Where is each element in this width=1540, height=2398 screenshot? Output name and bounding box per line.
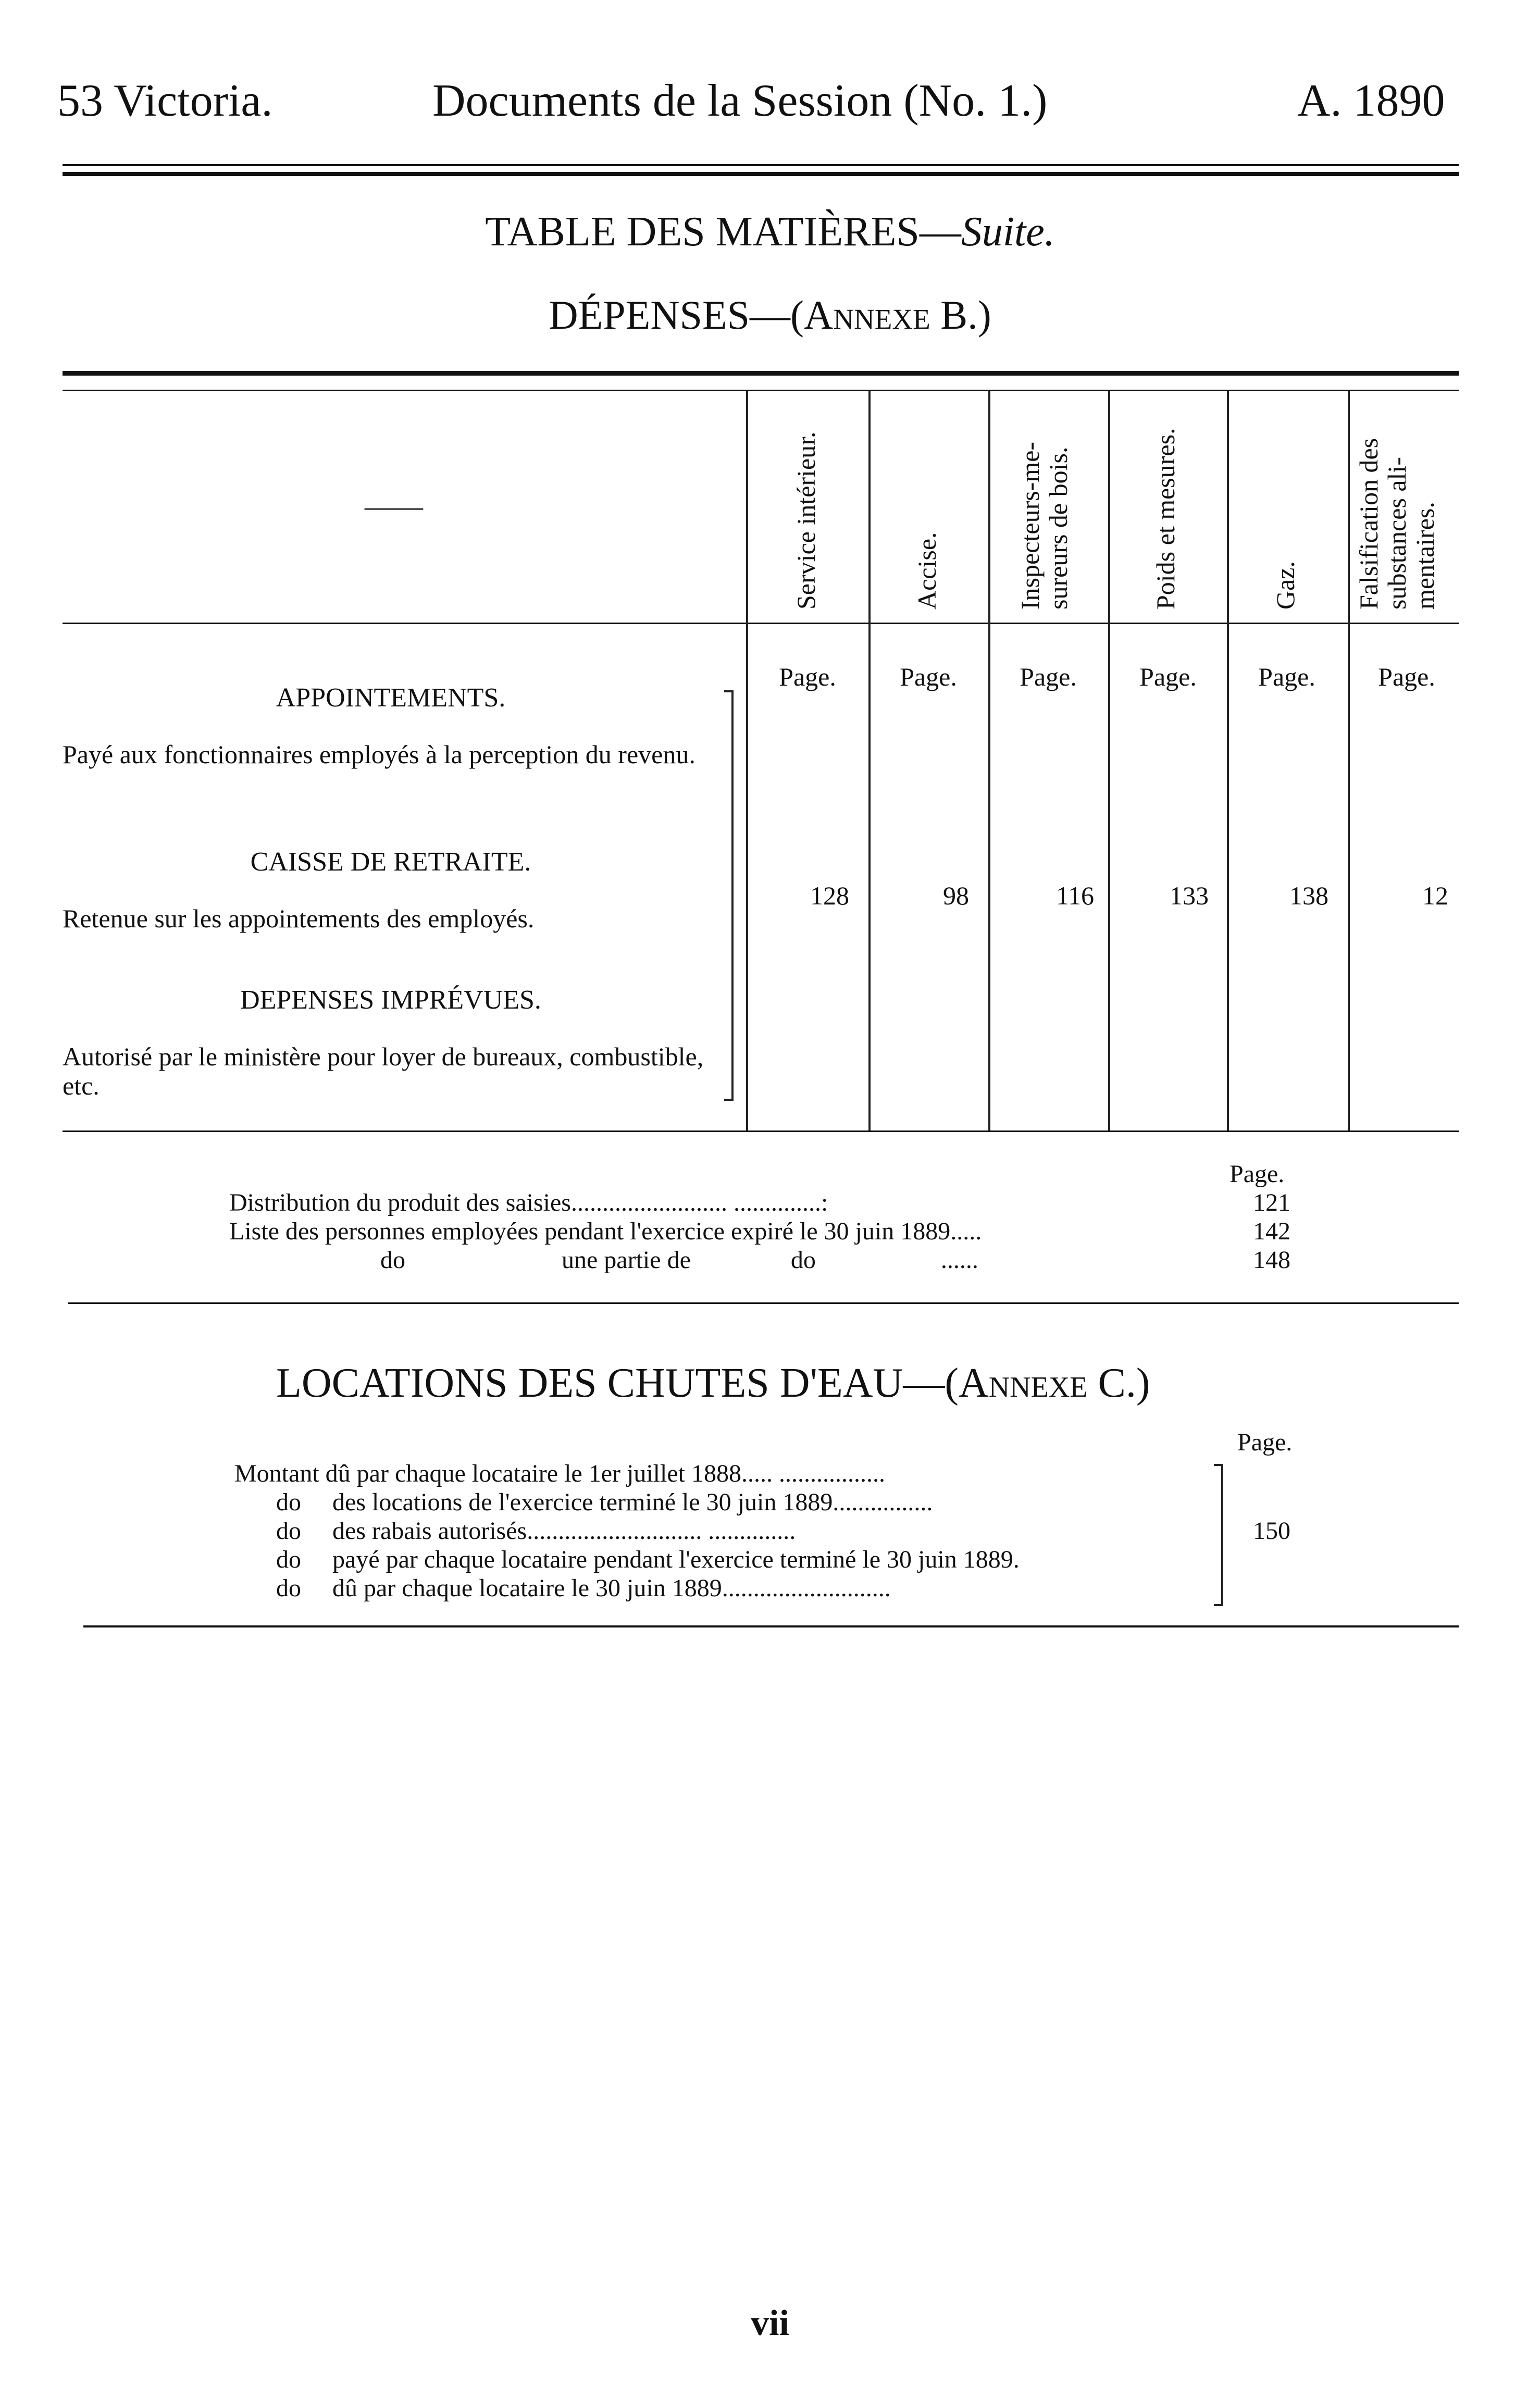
col-value: 128 [810,881,849,910]
section-title: DEPENSES IMPRÉVUES. [240,985,541,1015]
col-page-label: Page. [1378,662,1435,691]
section-c-row: do des rabais autorisés............................ .............. [276,1517,796,1545]
table-top-rule [63,371,1459,376]
section-c-title: LOCATIONS DES CHUTES D'EAU—(Annexe C.) [276,1360,1150,1406]
misc-row: Liste des personnes employées pendant l'exercice expiré le 30 juin 1889..... [229,1217,982,1245]
misc-row: do une partie de do ...... [380,1246,978,1274]
col-value: 138 [1289,881,1328,910]
col-divider [1108,391,1110,1130]
section-brace [724,690,734,1101]
section-desc: Autorisé par le ministère pour loyer de bureaux, combustible, etc. [63,1042,704,1100]
col-value: 12 [1422,881,1448,910]
section-c-row: do dû par chaque locataire le 30 juin 1889........................... [276,1574,891,1602]
col-header-accise: Accise. [912,532,941,610]
section-title: APPOINTEMENTS. [276,683,506,713]
header-center: Documents de la Session (No. 1.) [432,76,1048,126]
page-number: vii [751,2303,789,2343]
col-value: 133 [1170,881,1209,910]
misc-row-page: 148 [1253,1246,1290,1274]
col-page-label: Page. [900,662,957,691]
header-right: A. 1890 [1297,76,1445,126]
title-suffix: Suite. [961,209,1055,255]
header-rule-top [63,164,1459,166]
section-c-page-label: Page. [1237,1428,1293,1456]
section-c-row: Montant dû par chaque locataire le 1er juillet 1888..... ................. [234,1460,885,1487]
section-title: CAISSE DE RETRAITE. [250,847,531,877]
section-c-page: 150 [1253,1517,1290,1545]
col-divider [1227,391,1229,1130]
section-c-bottom-rule [83,1625,1459,1627]
blank-header: —— [365,490,423,523]
col-header-gaz: Gaz. [1271,561,1300,610]
misc-row-page: 142 [1253,1217,1290,1245]
col-divider [988,391,990,1130]
section-c-row: do des locations de l'exercice terminé le 30 juin 1889................ [276,1488,933,1516]
header-left: 53 Victoria. [57,76,273,126]
table-top-rule-thin [63,390,1459,391]
col-divider [1348,391,1350,1130]
col-header-inspecteurs: Inspecteurs-me- sureurs de bois. [1015,441,1073,610]
header-rule-bottom [63,172,1459,176]
misc-row-page: 121 [1253,1189,1290,1216]
table-header-rule [63,623,1459,624]
col-header-service-interieur: Service intérieur. [791,431,821,610]
section-c-row: do payé par chaque locataire pendant l'exercice terminé le 30 juin 1889. [276,1546,1020,1573]
col-value: 98 [943,881,969,910]
col-page-label: Page. [1020,662,1077,691]
page-title: TABLE DES MATIÈRES—Suite. [485,209,1055,255]
misc-page-label: Page. [1229,1160,1285,1188]
col-page-label: Page. [779,662,836,691]
section-c-brace [1214,1464,1223,1606]
col-page-label: Page. [1139,662,1197,691]
page-subtitle: DÉPENSES—(Annexe B.) [549,292,991,338]
col-header-poids-mesures: Poids et mesures. [1151,428,1180,610]
col-page-label: Page. [1258,662,1315,691]
col-header-falsification: Falsification des substances ali- mentaires. [1354,438,1439,610]
misc-bottom-rule [68,1302,1459,1304]
subtitle-annex: (Annexe B.) [790,292,991,338]
misc-row: Distribution du produit des saisies......................... ..............: [229,1189,828,1216]
table-bottom-rule [63,1130,1459,1132]
col-value: 116 [1055,881,1094,910]
col-divider [746,391,748,1130]
section-c-annex: (Annexe C.) [945,1360,1150,1406]
section-desc: Payé aux fonctionnaires employés à la perception du revenu. [63,740,696,769]
col-divider [868,391,871,1130]
section-desc: Retenue sur les appointements des employés. [63,904,535,933]
